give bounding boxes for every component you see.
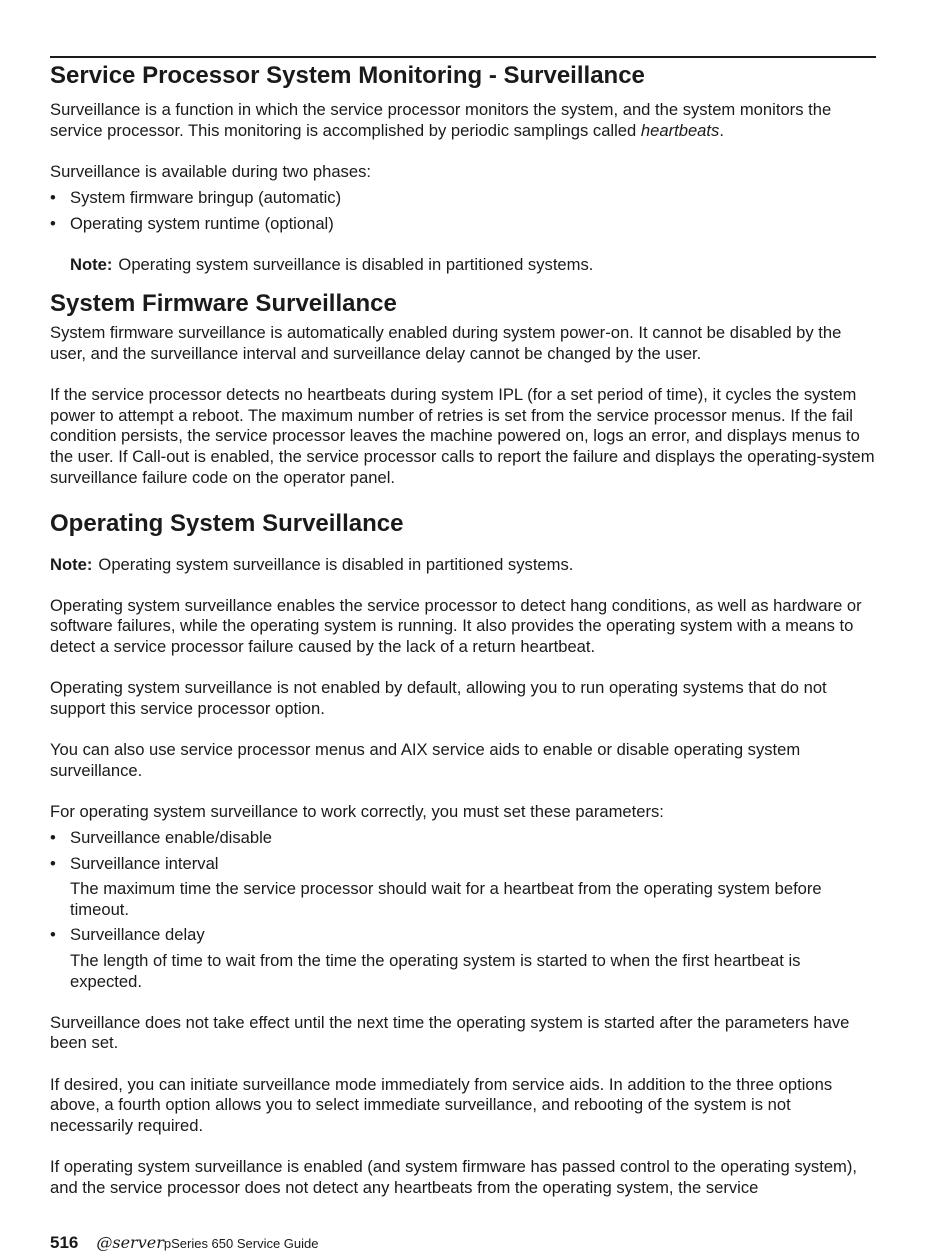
intro-text: Surveillance is a function in which the service processor monitors the system, and the system monitors the service processor. This monitoring is accomplished by periodic samplings called	[50, 100, 832, 140]
list-item	[50, 828, 876, 849]
bullet-icon: •	[50, 213, 56, 233]
bullet-icon: •	[50, 853, 56, 873]
list-item	[50, 214, 876, 235]
bullet-icon: •	[50, 828, 56, 847]
intro-end: .	[719, 120, 724, 140]
note-label: Note:	[50, 554, 93, 574]
bullet-icon: •	[50, 187, 56, 207]
param-label: Surveillance delay	[70, 925, 205, 945]
paragraph: Operating system surveillance is not enabled by default, allowing you to run operating systems that do not support this service processor option.	[50, 678, 827, 718]
bullet-icon: •	[50, 925, 56, 945]
page-title: Service Processor System Monitoring - Surveillance	[50, 62, 645, 89]
paragraph: If the service processor detects no heartbeats during system IPL (for a set period of time), it cycles the system power to attempt a reboot. The maximum number of retries is set from the service processor menus. If the fail condition persists, the service processor leaves the machine powered on, logs an error, and displays menus to the user. If Call-out is enabled, the service processor calls to report the failure and displays the operating-system surveillance failure code on the operator panel.	[50, 385, 875, 487]
eserver-logo: @server	[96, 1233, 164, 1252]
phases-list	[50, 188, 876, 234]
params-list	[50, 828, 876, 992]
paragraph: Operating system surveillance enables the service processor to detect hang conditions, as well as hardware or software failures, while the operating system is running. It also provides the operating system with a means to detect a service processor failure caused by the lack of a return heartbeat.	[50, 595, 862, 657]
page-number: 516	[50, 1233, 79, 1252]
phase-label: Operating system runtime (optional)	[70, 213, 334, 233]
params-intro: For operating system surveillance to work correctly, you must set these parameters:	[50, 801, 664, 821]
footer-title: pSeries 650 Service Guide	[163, 1236, 319, 1251]
phase-label: System firmware bringup (automatic)	[70, 187, 342, 207]
param-description: The maximum time the service processor should wait for a heartbeat from the operating system before timeout.	[70, 879, 822, 919]
list-item	[50, 188, 876, 209]
list-item	[50, 854, 876, 921]
paragraph: System firmware surveillance is automatically enabled during system power-on. It cannot be disabled by the user, and the surveillance interval and surveillance delay cannot be changed by the user.	[50, 323, 842, 363]
intro-emphasis: heartbeats	[640, 120, 720, 140]
section-heading-operating-system: Operating System Surveillance	[50, 509, 404, 537]
param-label: Surveillance enable/disable	[70, 828, 273, 847]
param-description: The length of time to wait from the time the operating system is started to when the first heartbeat is expected.	[70, 950, 801, 991]
note-label: Note:	[70, 254, 113, 274]
note-text: Operating system surveillance is disabled in partitioned systems.	[118, 254, 594, 274]
section-heading-system-firmware: System Firmware Surveillance	[50, 290, 397, 318]
paragraph: Surveillance does not take effect until the next time the operating system is started after the parameters have been set.	[50, 1012, 850, 1053]
paragraph: If desired, you can initiate surveillance mode immediately from service aids. In addition to the three options above, a fourth option allows you to select immediate surveillance, and rebooting of the system is not necessarily required.	[50, 1074, 833, 1135]
paragraph: You can also use service processor menus and AIX service aids to enable or disable operating system surveillance.	[50, 740, 801, 780]
param-label: Surveillance interval	[70, 853, 219, 873]
note-partitioned	[70, 255, 876, 276]
note-partitioned-2	[50, 555, 876, 576]
note-text: Operating system surveillance is disabled in partitioned systems.	[98, 554, 574, 574]
document-page	[50, 56, 876, 1219]
list-item	[50, 925, 876, 992]
paragraph: If operating system surveillance is enabled (and system firmware has passed control to the operating system), and the service processor does not detect any heartbeats from the operating system, the service	[50, 1156, 858, 1197]
top-rule	[50, 56, 876, 58]
page-footer	[50, 1233, 319, 1253]
phases-intro: Surveillance is available during two phases:	[50, 161, 371, 181]
intro-paragraph	[50, 100, 876, 141]
